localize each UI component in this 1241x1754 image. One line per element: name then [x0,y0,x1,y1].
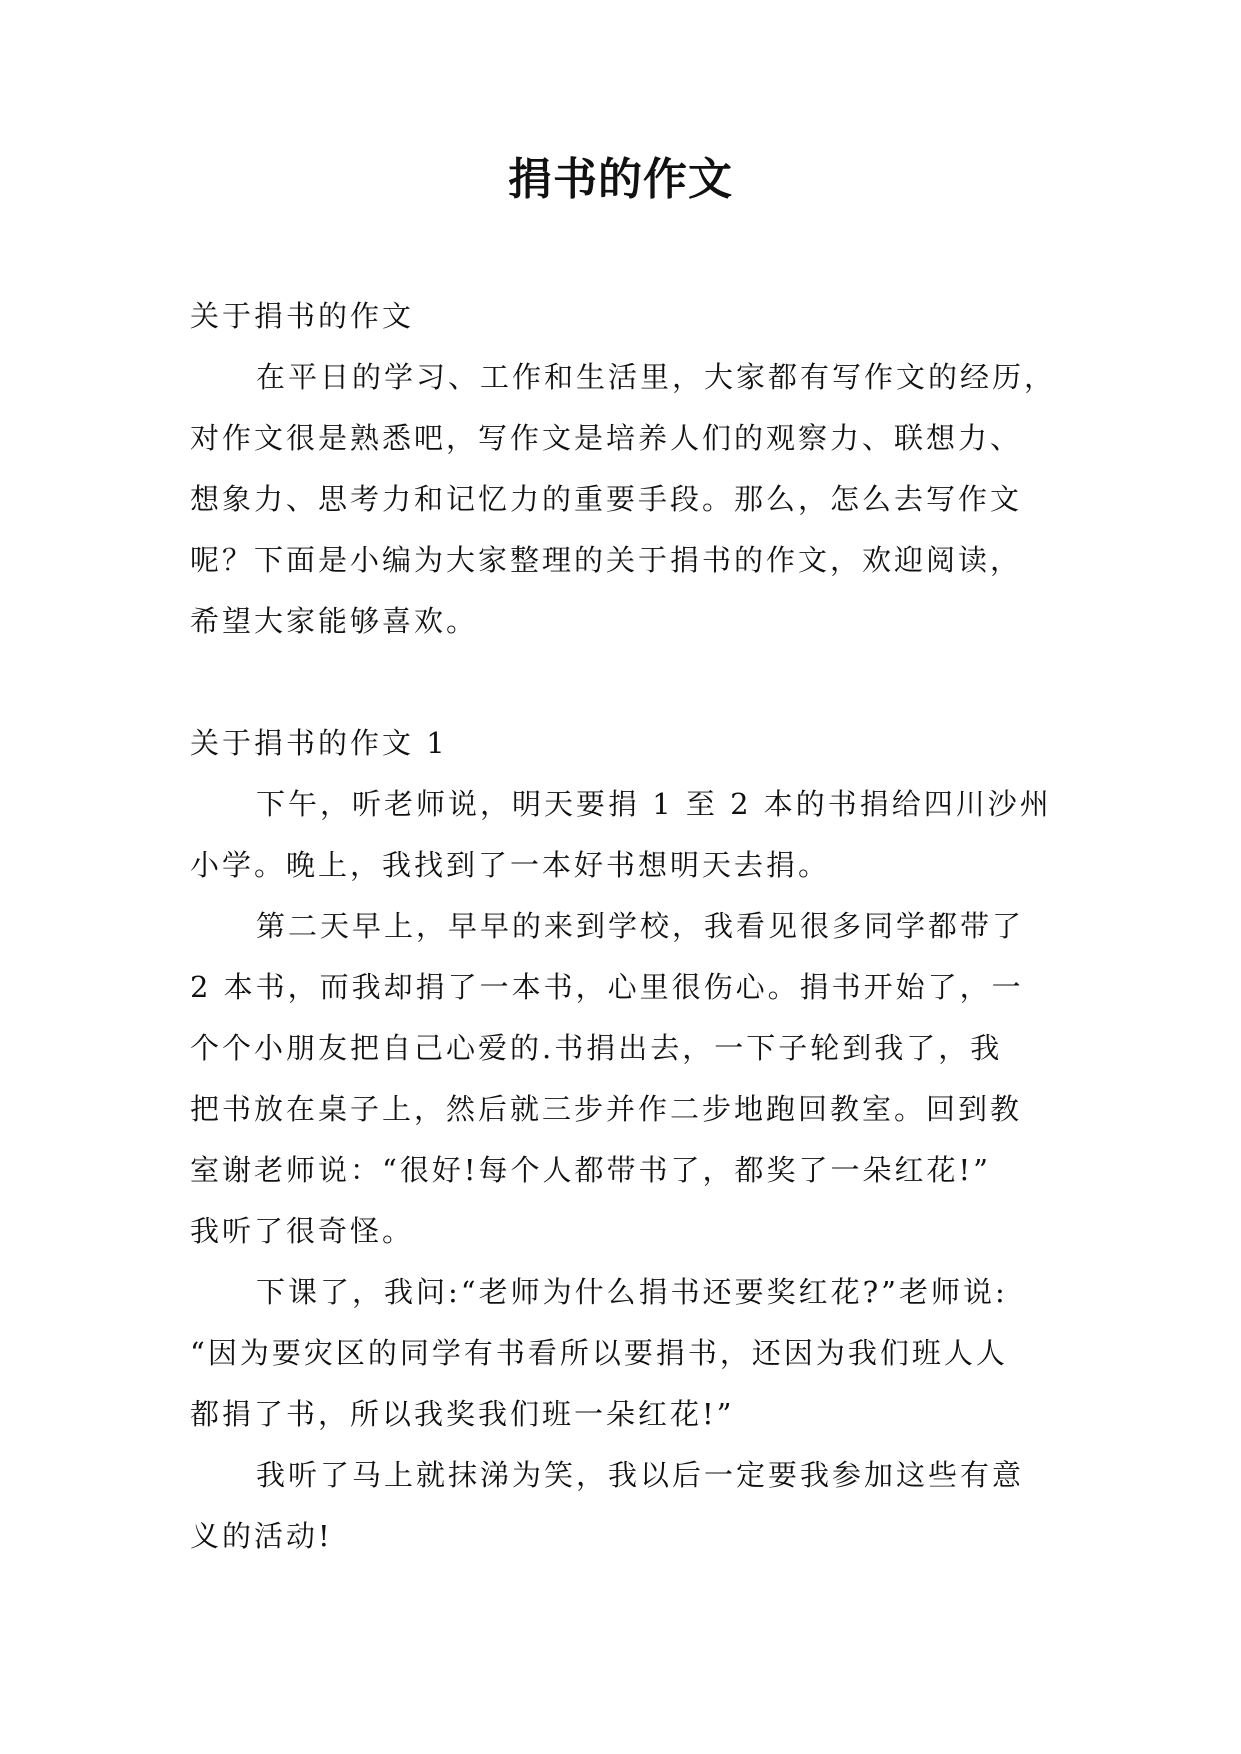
essay-line: 小学。晚上，我找到了一本好书想明天去捐。 [190,848,831,882]
essay-line: 把书放在桌子上，然后就三步并作二步地跑回教室。回到教 [190,1092,1023,1126]
essay-paragraph [190,774,1058,896]
essay-line: 我听了很奇怪。 [190,1214,415,1248]
document-title: 捐书的作文 [508,154,733,205]
intro-line: 在平日的学习、工作和生活里，大家都有写作文的经历， [256,360,1057,394]
essay-line: 下午，听老师说，明天要捐 1 至 2 本的书捐给四川沙州 [256,787,1052,821]
essay-paragraph [190,1445,1058,1567]
document-body [190,286,1058,1567]
intro-line: 对作文很是熟悉吧，写作文是培养人们的观察力、联想力、 [190,421,1023,455]
intro-line: 想象力、思考力和记忆力的重要手段。那么，怎么去写作文 [190,482,1023,516]
essay-paragraph [190,896,1058,1262]
essay-line: 义的活动! [190,1519,333,1553]
essay-line: 个个小朋友把自己心爱的.书捐出去，一下子轮到我了，我 [190,1031,1003,1065]
essay-paragraph [190,1262,1058,1445]
essay-line: 我听了马上就抹涕为笑，我以后一定要我参加这些有意 [256,1458,1025,1492]
intro-line: 呢？下面是小编为大家整理的关于捐书的作文，欢迎阅读， [190,543,1023,577]
essay-line: “因为要灾区的同学有书看所以要捐书，还因为我们班人人 [190,1336,1008,1370]
intro-line: 希望大家能够喜欢。 [190,604,479,638]
essay-heading: 关于捐书的作文 1 [190,726,448,760]
intro-heading: 关于捐书的作文 [190,299,415,333]
essay-line: 第二天早上，早早的来到学校，我看见很多同学都带了 [256,909,1025,943]
essay-line: 2 本书，而我却捐了一本书，心里很伤心。捐书开始了，一 [190,970,1024,1004]
essay-line: 下课了，我问:“老师为什么捐书还要奖红花?”老师说: [256,1275,1008,1309]
essay-line: 室谢老师说：“很好!每个人都带书了，都奖了一朵红花!” [190,1153,991,1187]
intro-paragraph [190,347,1058,652]
section-gap [190,652,1058,713]
essay-line: 都捐了书，所以我奖我们班一朵红花!” [190,1397,735,1431]
